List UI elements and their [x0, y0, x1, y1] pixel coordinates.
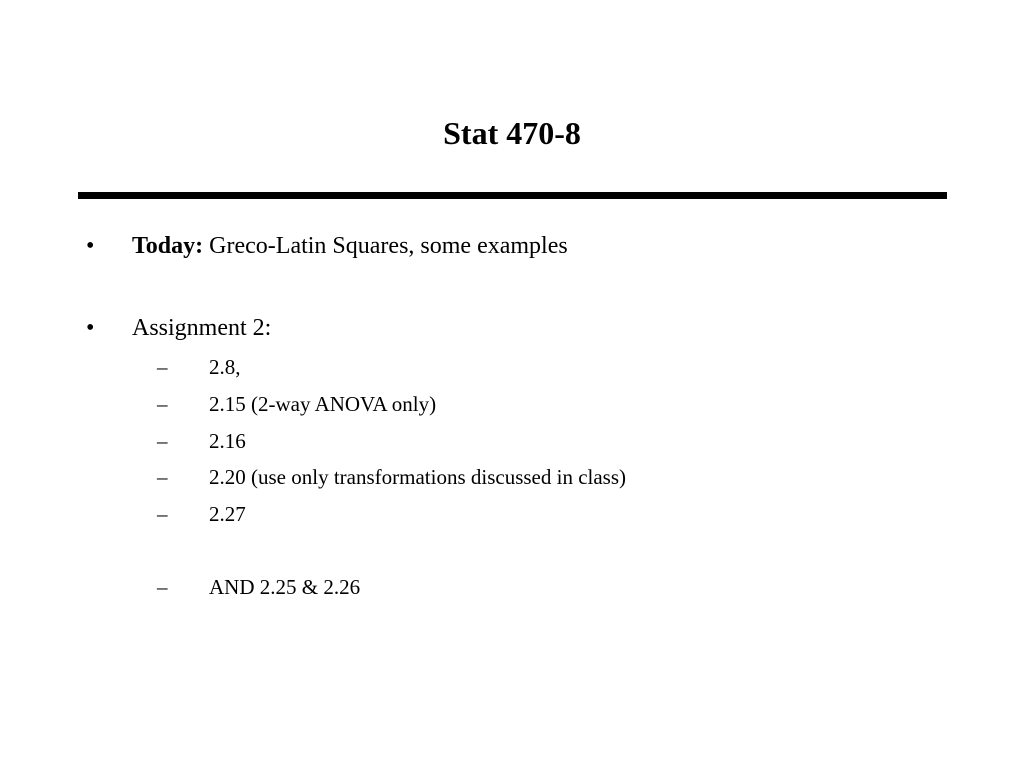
- sub-marker: –: [157, 502, 168, 526]
- sub-item-text: 2.15 (2-way ANOVA only): [209, 392, 437, 416]
- sub-marker: –: [157, 392, 168, 416]
- bullet-marker: •: [86, 233, 95, 259]
- sub-marker: –: [157, 465, 168, 489]
- title-divider: [78, 192, 947, 199]
- sub-item-text: 2.20 (use only transformations discussed in class): [209, 465, 627, 489]
- sub-item-text: 2.8,: [209, 355, 241, 379]
- slide-title: Stat 470-8: [443, 115, 581, 151]
- sub-item-text: AND 2.25 & 2.26: [209, 575, 361, 599]
- bullet-body: Greco-Latin Squares, some examples: [203, 233, 568, 259]
- sub-marker: –: [157, 355, 168, 379]
- bullet-body: Assignment 2:: [132, 315, 272, 341]
- bullet-marker: •: [86, 315, 95, 341]
- sub-item-text: 2.27: [209, 502, 246, 526]
- bullet-label: Today:: [132, 233, 204, 259]
- sub-item-text: 2.16: [209, 429, 246, 453]
- sub-marker: –: [157, 429, 168, 453]
- bullet-text: [132, 231, 568, 261]
- sub-marker: –: [157, 575, 168, 599]
